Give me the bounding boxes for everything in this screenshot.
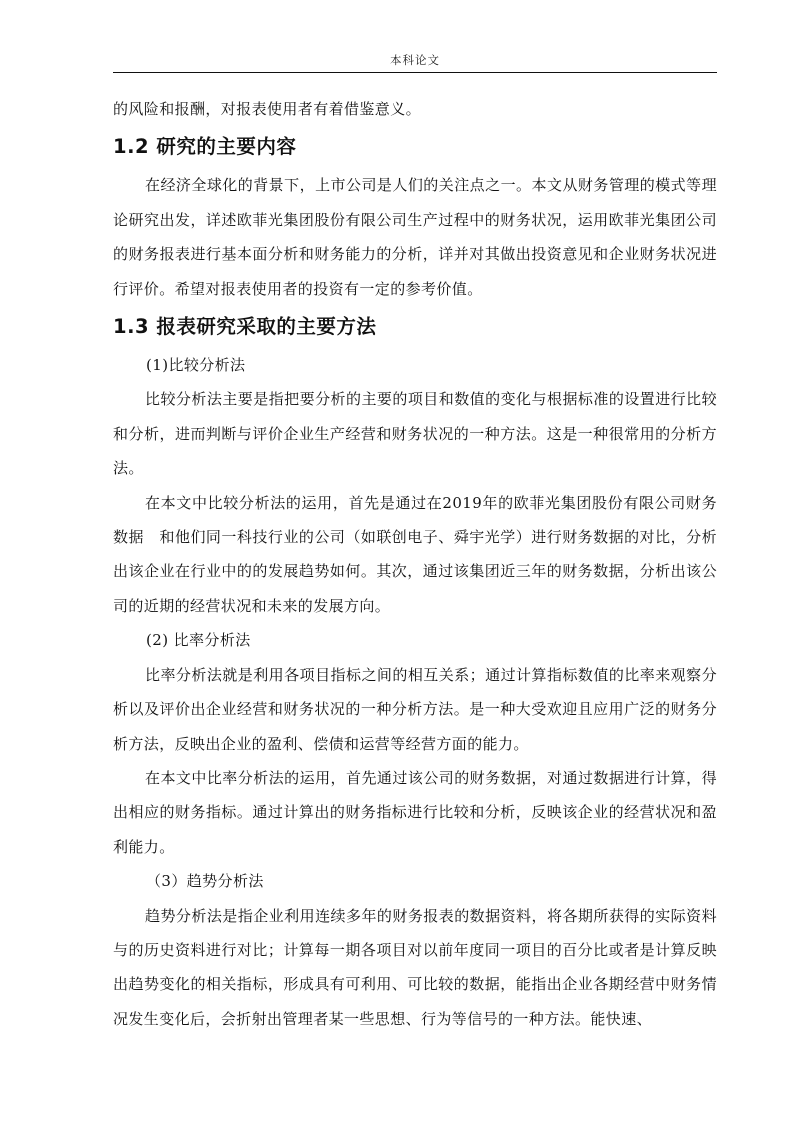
- method-2-paragraph-1: 比率分析法就是利用各项目指标之间的相互关系；通过计算指标数值的比率来观察分析以及评价出企业经营和财务状况的一种分析方法。是一种大受欢迎且应用广泛的财务分析方法，反映出企业的盈利、偿债和运营等经营方面的能力。: [113, 665, 717, 753]
- method-1-title: (1)比较分析法: [146, 356, 246, 375]
- body-text: [113, 92, 717, 1036]
- header-rule: [113, 72, 717, 73]
- method-2-title: (2) 比率分析法: [146, 631, 251, 650]
- method-1-paragraph-2: 在本文中比较分析法的运用，首先是通过在2019年的欧菲光集团股份有限公司财务数据 和他们同一科技行业的公司（如联创电子、舜宇光学）进行财务数据的对比，分析出该企业在行业中的的发展趋势如何。其次，通过该集团近三年的财务数据，分析出该公司的近期的经营状况和未来的发展方向。: [113, 493, 717, 615]
- section-1-2-paragraph: 在经济全球化的背景下，上市公司是人们的关注点之一。本文从财务管理的模式等理论研究出发，详述欧菲光集团股份有限公司生产过程中的财务状况，运用欧菲光集团公司的财务报表进行基本面分析和财务能力的分析，详并对其做出投资意见和企业财务状况进行评价。希望对报表使用者的投资有一定的参考价值。: [113, 176, 717, 298]
- section-heading-1-3: 1.3 报表研究采取的主要方法: [113, 315, 377, 339]
- intro-paragraph: 的风险和报酬，对报表使用者有着借鉴意义。: [113, 100, 422, 118]
- method-2-paragraph-2: 在本文中比率分析法的运用，首先通过该公司的财务数据，对通过数据进行计算，得出相应的财务指标。通过计算出的财务指标进行比较和分析，反映该企业的经营状况和盈利能力。: [113, 768, 717, 856]
- method-1-paragraph-1: 比较分析法主要是指把要分析的主要的项目和数值的变化与根据标准的设置进行比较和分析，进而判断与评价企业生产经营和财务状况的一种方法。这是一种很常用的分析方法。: [113, 390, 717, 478]
- running-header: 本科论文: [390, 53, 440, 67]
- method-3-title: （3）趋势分析法: [146, 872, 264, 891]
- section-heading-1-2: 1.2 研究的主要内容: [113, 135, 297, 159]
- method-3-paragraph-1: 趋势分析法是指企业利用连续多年的财务报表的数据资料，将各期所获得的实际资料与的历史资料进行对比；计算每一期各项目对以前年度同一项目的百分比或者是计算反映出趋势变化的相关指标，形成具有可利用、可比较的数据，能指出企业各期经营中财务情况发生变化后，会折射出管理者某一些思想、行为等信号的一种方法。能快速、: [113, 906, 717, 1028]
